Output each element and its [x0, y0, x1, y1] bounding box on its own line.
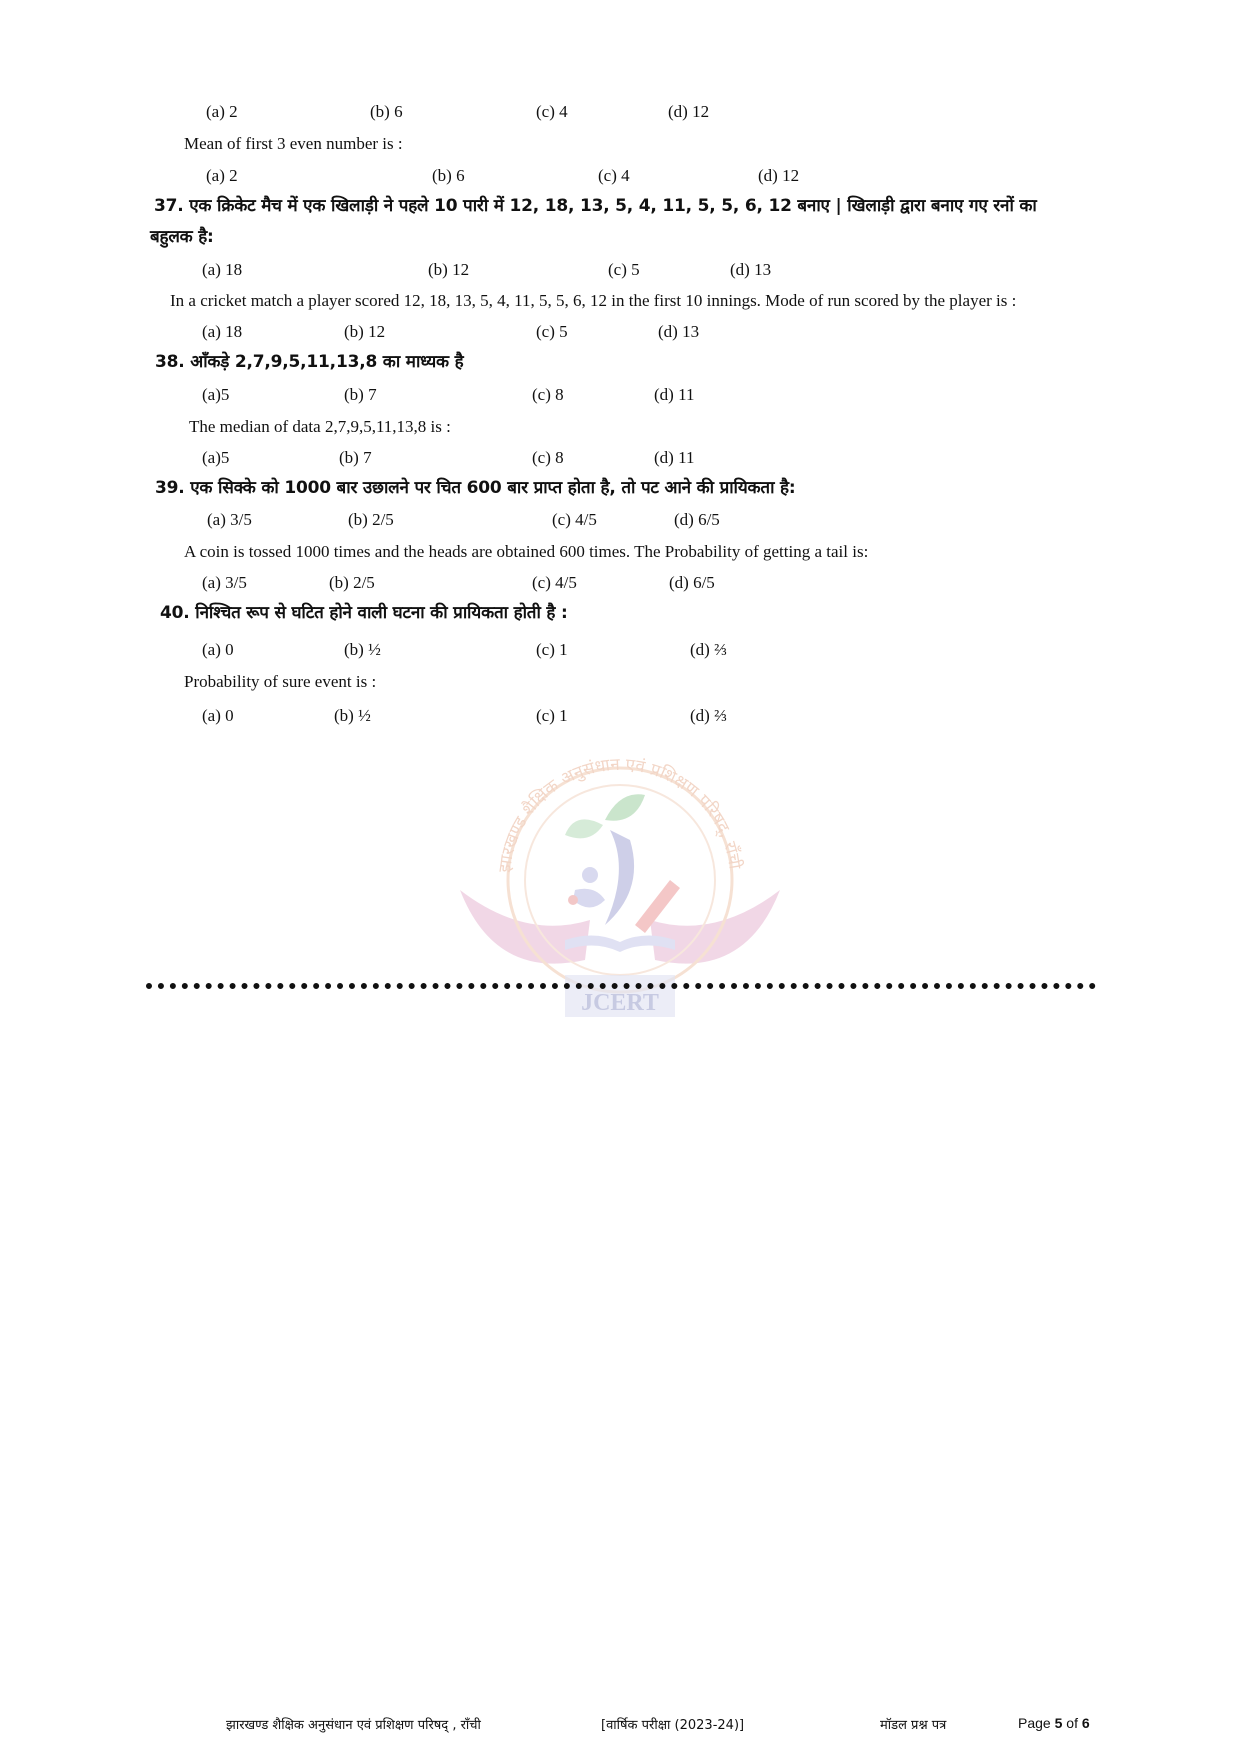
- option-a: (a) 2: [206, 166, 238, 185]
- question-37-hindi: 37. एक क्रिकेट मैच में एक खिलाड़ी ने पहले 10 पारी में 12, 18, 13, 5, 4, 11, 5, 5, 6, 12 बनाए | खिलाड़ी द्वारा बनाए गए रनों का: [154, 196, 1037, 216]
- option-c: (c) 5: [608, 260, 640, 279]
- option-b: (b) 6: [432, 166, 465, 185]
- option-d: (d) ⅔: [690, 706, 727, 725]
- option-d: (d) 13: [730, 260, 772, 279]
- question-40-hindi: 40. निश्चित रूप से घटित होने वाली घटना की प्रायिकता होती है :: [160, 603, 568, 623]
- option-c: (c) 1: [536, 640, 568, 659]
- footer-organization: झारखण्ड शैक्षिक अनुसंधान एवं प्रशिक्षण परिषद् , राँची: [226, 1718, 481, 1733]
- question-39-hindi: 39. एक सिक्के को 1000 बार उछालने पर चित 600 बार प्राप्त होता है, तो पट आने की प्रायिकता है:: [155, 478, 796, 498]
- question-37-hindi-cont: बहुलक है:: [150, 227, 214, 247]
- option-a: (a) 18: [202, 322, 243, 341]
- option-c: (c) 8: [532, 385, 564, 404]
- footer-paper-type: मॉडल प्रश्न पत्र: [880, 1718, 947, 1733]
- option-d: (d) 12: [668, 102, 710, 121]
- question-text: Mean of first 3 even number is :: [184, 134, 403, 153]
- option-b: (b) 2/5: [348, 510, 394, 529]
- option-a: (a) 2: [206, 102, 238, 121]
- section-divider: [146, 983, 1096, 989]
- option-c: (c) 4: [598, 166, 630, 185]
- option-c: (c) 4/5: [552, 510, 597, 529]
- current-page: 5: [1054, 1715, 1063, 1731]
- option-d: (d) 11: [654, 385, 695, 404]
- option-b: (b) 2/5: [329, 573, 375, 592]
- option-b: (b) ½: [334, 706, 371, 725]
- option-b: (b) 12: [428, 260, 470, 279]
- option-c: (c) 4/5: [532, 573, 577, 592]
- option-c: (c) 5: [536, 322, 568, 341]
- page-prefix: Page: [1018, 1715, 1055, 1731]
- option-b: (b) ½: [344, 640, 381, 659]
- option-b: (b) 7: [339, 448, 372, 467]
- option-a: (a) 0: [202, 706, 234, 725]
- option-d: (d) 11: [654, 448, 695, 467]
- option-b: (b) 12: [344, 322, 386, 341]
- option-c: (c) 8: [532, 448, 564, 467]
- watermark-ring-text: झारखण्ड शैक्षिक अनुसंधान एवं प्रशिक्षण परिषद्, राँची: [495, 754, 745, 874]
- watermark-label: JCERT: [581, 990, 659, 1016]
- option-b: (b) 6: [370, 102, 403, 121]
- option-c: (c) 4: [536, 102, 568, 121]
- option-b: (b) 7: [344, 385, 377, 404]
- question-38-english: The median of data 2,7,9,5,11,13,8 is :: [189, 417, 451, 436]
- option-a: (a) 18: [202, 260, 243, 279]
- question-37-english: In a cricket match a player scored 12, 18, 13, 5, 4, 11, 5, 5, 6, 12 in the first 10 innings. Mode of run scored by the player is :: [170, 291, 1017, 310]
- question-40-english: Probability of sure event is :: [184, 672, 377, 691]
- option-d: (d) ⅔: [690, 640, 727, 659]
- option-a: (a) 3/5: [202, 573, 247, 592]
- footer-exam: [वार्षिक परीक्षा (2023-24)]: [601, 1718, 745, 1733]
- jcert-watermark-logo: [455, 750, 785, 1040]
- option-d: (d) 6/5: [669, 573, 715, 592]
- option-c: (c) 1: [536, 706, 568, 725]
- option-a: (a)5: [202, 448, 230, 467]
- option-a: (a) 0: [202, 640, 234, 659]
- page-mid: of: [1062, 1715, 1082, 1731]
- option-d: (d) 6/5: [674, 510, 720, 529]
- option-a: (a) 3/5: [207, 510, 252, 529]
- option-d: (d) 12: [758, 166, 800, 185]
- total-pages: 6: [1081, 1715, 1090, 1731]
- page-number: [1018, 1715, 1090, 1731]
- option-d: (d) 13: [658, 322, 700, 341]
- option-a: (a)5: [202, 385, 230, 404]
- question-38-hindi: 38. आँकड़े 2,7,9,5,11,13,8 का माध्यक है: [155, 352, 464, 372]
- question-39-english: A coin is tossed 1000 times and the heads are obtained 600 times. The Probability of getting a tail is:: [184, 542, 869, 561]
